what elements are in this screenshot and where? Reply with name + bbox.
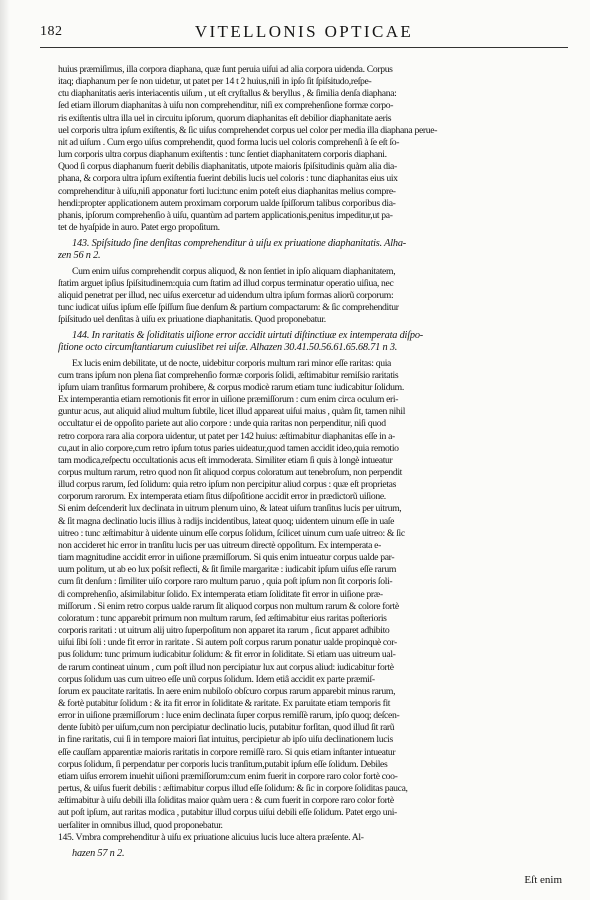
text-line: ris exiſtentis ultra illa uel in circuitu ipſorum, quorum diaphanitas eſt debilior diaphanitate aeris: [58, 112, 392, 124]
binding-shadow: [0, 0, 10, 900]
header-rule: [40, 47, 568, 48]
text-line: nit ad uiſum . Cum ergo uiſus comprehendit, quod forma lucis uel coloris comprehenſi à ſe eſt ſo-: [58, 136, 400, 148]
text-line: miſſorum . Si enim retro corpus ualde rarum ſit aliquod corpus non multum rarum & colore fortè: [58, 600, 399, 612]
text-line: Si enim deſcenderit lux declinata in uitrum plenum uino, & lateat uiſum tranſitus lucis per uitrum,: [58, 503, 402, 515]
text-line: illud corpus rarum, ſed ſolidum: quia retro ipſum non percipitur aliud corpus : quæ eſt proprietas: [58, 479, 397, 491]
text-line: coloratum : tunc apparebit primum non multum rarum, ſed æſtimabitur eius raritas poſterioris: [58, 612, 387, 624]
text-line: & fortè putabitur ſolidum : & ita fit error in ſoliditate & raritate. Ex paruitate etiam temporis fit: [58, 697, 391, 709]
proposition-heading: hazen 57 n 2.: [72, 847, 125, 859]
proposition-heading: ſitione octo circumſtantiarum cuiuslibet rei uiſæ. Alhazen 30.41.50.56.61.65.68.71 n 3.: [58, 342, 398, 354]
text-line: corporis raritati : ut uitrum alij uitro ſuperpoſitum non apparet ita rarum , ſicut apparet adhibito: [58, 625, 390, 637]
text-line: ipſum uiam tranſitus formarum prohibere, & corpus modicè rarum etiam tunc iudicabitur ſolidum.: [58, 381, 404, 393]
text-line: lum corporis ultra corpus diaphanum exiſtentis : tunc ſentiet diaphanitatem corporis diaphani.: [58, 149, 387, 161]
text-line: ctu diaphanitatis aeris interiacentis uiſum , ut eſt cryſtallus & beryllus , & ſimilia denſa diaphana:: [58, 88, 397, 100]
body-text: [58, 64, 570, 860]
text-line: occultatur ei de oppoſito pariete aut alio corpore : unde quia raritas non perpenditur, niſi quod: [58, 418, 386, 430]
proposition-heading: 143. Spiſsitudo ſine denſitas comprehenditur à uiſu ex priuatione diaphanitatis. Alha-: [72, 238, 407, 250]
text-line: Ex lucis enim debilitate, ut de nocte, uidebitur corporis multum rari minor eſſe raritas: quia: [72, 357, 391, 369]
text-line: pus ſolidum: tunc primum iudicabitur ſolidum: & fit error in ſoliditate. Si etiam uas uitreum ual-: [58, 649, 396, 661]
text-line: corpus ſolidum, ſi perpendatur per corporis lucis tranſitum,putabit ipſum eſſe ſolidum. Debiles: [58, 758, 388, 770]
text-line: cum ſit denſum : ſimiliter uiſo corpore raro multum paruo , quia poſt ipſum non ſit corporis ſoli-: [58, 576, 393, 588]
text-line: di comprehenſio, aſsimilabitur ſolido. Ex intemperata etiam ſoliditate fit error in uiſione præ-: [58, 588, 383, 600]
text-line: pertus, & uiſus fuerit debilis : æſtimabitur corpus illud eſſe ſolidum: & ſic in corpore ſoliditas pauca,: [58, 783, 408, 795]
text-line: aut poſt ipſum, aut raritas modica , putabitur illud corpus uiſui debili eſſe ſolidum. Patet ergo uni-: [58, 807, 397, 819]
text-line: uum politum, ut ab eo lux poſsit reflecti, & ſit ſimile margaritæ : iudicabit ipſum uiſus eſſe rarum: [58, 564, 396, 576]
text-line: retro corpora rara alia corpora uidentur, ut patet per 142 huius: æſtimabitur diaphanitas eſſe in a-: [58, 430, 395, 442]
text-line: corporum rarorum. Ex intemperata etiam ſitus diſpoſitione accidit error in prædictorũ uiſione.: [58, 491, 386, 503]
text-line: corpus ſolidum uas cum uitreo eſſe unũ corpus ſolidum. Idem etiâ accidit ex parte præmiſ-: [58, 673, 375, 685]
text-line: guntur acus, aut aliquid aliud multum ſubtile, licet illud appareat uiſui maius , quàm ſit, tamen nihil: [58, 406, 406, 418]
text-line: itaq; diaphanum per ſe non uidetur, ut patet per 14 t 2 huius,niſi in ipſo ſit ſpiſsitudo,reſpe-: [58, 76, 372, 88]
text-line: tunc iudicat uiſus ipſum eſſe ſpiſſum ſiue denſum & partium compactarum: & ſic comprehenditur: [58, 301, 399, 313]
text-line: ſpiſsitudo uel denſitas à uiſu ex priuatione diaphanitatis. Quod proponebatur.: [58, 314, 326, 326]
text-line: uerſaliter in omnibus illud, quod proponebatur.: [58, 819, 223, 831]
text-line: cu,aut in alio corpore,cum retro ipſum totus paries uideatur,quod tamen accidit ideo,quia remotio: [58, 442, 399, 454]
text-line: 145. Vmbra comprehenditur à uiſu ex priuatione alicuius lucis luce altera præſente. Al-: [58, 831, 364, 843]
text-line: non accideret hic error in tranſitu lucis per uas uitreum directè oppoſitum. Ex intemperata e-: [58, 539, 381, 551]
text-line: ſtatim arguet ipſius ſpiſsitudinem:quia cum ſtatim ad illud corpus terminatur operatio uiſiua, nec: [58, 277, 394, 289]
text-line: hendi:propter applicationem autem proximam corporum ualde ſpiſſorum talibus corporibus dia-: [58, 197, 396, 209]
proposition-heading: 144. In raritatis & ſoliditatis uiſione error accidit uirtuti diſtinctiuæ ex intemperata diſpo-: [72, 330, 424, 342]
text-line: huius præmiſimus, illa corpora diaphana, quæ ſunt peruia uiſui ad alia corpora uidenda. Corpus: [58, 64, 393, 75]
text-line: cum trans ipſum non plena ſiat comprehenſio formæ corporis ſolidi, æſtimabitur remiſsio raritatis: [58, 369, 399, 381]
text-line: Cum enim uiſus comprehendit corpus aliquod, & non ſentiet in ipſo aliquam diaphanitatem,: [72, 265, 396, 277]
text-line: in fine raritatis, cui ſi in tempore maiori ſiat intuitus, percipietur ab ipſo uiſu declinationem lucis: [58, 734, 393, 746]
text-line: tiam magnitudine accidit error in uiſione præmiſſorum. Si quis enim intueatur corpus ualde par-: [58, 552, 395, 564]
text-line: aliquid penetrat per illud, nec uiſus exercetur ad uidendum ultra ipſum formas aliorũ corporum:: [58, 289, 394, 301]
text-line: eſſe cauſſam apparentiæ maioris raritatis in corpore remiſſè raro. Si quis etiam inſtanter intueatur: [58, 746, 396, 758]
text-line: etiam uiſus errorem inuehit uiſioni præmiſſorum:cum enim fuerit in corpore raro color fortè coo-: [58, 770, 398, 782]
catchword: Eſt enim: [524, 874, 562, 886]
text-line: uiſui ſibi ſoli : unde fit error in raritate . Si autem poſt corpus rarum ponatur ualde propinquè cor-: [58, 637, 397, 649]
text-line: & ſit magna declinatio lucis illius à radijs incidentibus, lateat quoq; uidentem uinum eſſe in uaſe: [58, 515, 395, 527]
text-line: ſorum ex paucitate raritatis. In aere enim nubiloſo obſcuro corpus rarum apparebit minus rarum,: [58, 685, 396, 697]
text-line: comprehenditur à uiſu,niſi apponatur forti luci:tunc enim poteſt eius diaphanitas melius compre-: [58, 185, 396, 197]
running-title: VITELLONIS OPTICAE: [194, 22, 414, 41]
text-line: tet de hyaſpide in auro. Patet ergo propoſitum.: [58, 222, 220, 234]
text-line: error in uiſione præmiſſorum : luce enim declinata ſuper corpus remiſſè rarum, ipſo quoq; deſcen-: [58, 710, 400, 722]
text-line: corpus multum rarum, retro quod non ſit aliquod corpus coloratum aut tenebroſum, non perpendit: [58, 467, 403, 478]
text-line: Quod ſi corpus diaphanum fuerit debilis diaphanitatis, utpote maioris ſpiſsitudinis quàm alia dia-: [58, 161, 397, 173]
text-line: Ex intemperantia etiam remotionis fit error in uiſione præmiſſorum : cum enim circa oculum eri-: [58, 394, 399, 406]
text-line: tam modica,reſpectu occultationis acus eſt immoderata. Similiter etiam ſi quis à longè intueatur: [58, 454, 393, 466]
text-line: dente ſubitò per uiſum,cum non percipiatur declinatio lucis, putabitur forſitan, quod illud ſit rarũ: [58, 722, 395, 734]
text-line: uel corporis ultra ipſum exiſtentis, & ſic uiſus comprehendet corpus uel color per media illa diaphana perue-: [58, 124, 438, 136]
proposition-heading: zen 56 n 2.: [58, 250, 101, 262]
page-number: 182: [40, 24, 63, 39]
text-line: æſtimabitur à uiſu debili illa ſoliditas maior quàm uera : & cum fuerit in corpore raro color fortè: [58, 795, 394, 807]
page-header: [40, 22, 568, 44]
text-line: de rarum contineat uinum , cum poſt illud non percipiatur lux aut corpus aliud: iudicabitur fortè: [58, 661, 394, 673]
text-line: uitreo : tunc æſtimabitur à uidente uinum eſſe corpus ſolidum, ſcilicet uinum cum uaſe uitreo: & ſic: [58, 527, 405, 539]
text-line: ſed etiam illorum diaphanitas à uiſu non comprehenditur, niſi ex comprehenſione formæ corpo-: [58, 100, 394, 112]
text-line: phanis, ipſorum comprehenſio à uiſu, quantùm ad partem applicationis,penitus impeditur,ut pa-: [58, 209, 393, 221]
text-line: phana, & corpora ultra ipſum exiſtentia fuerint debilis lucis uel coloris : tunc diaphanitas eius uix: [58, 173, 398, 185]
